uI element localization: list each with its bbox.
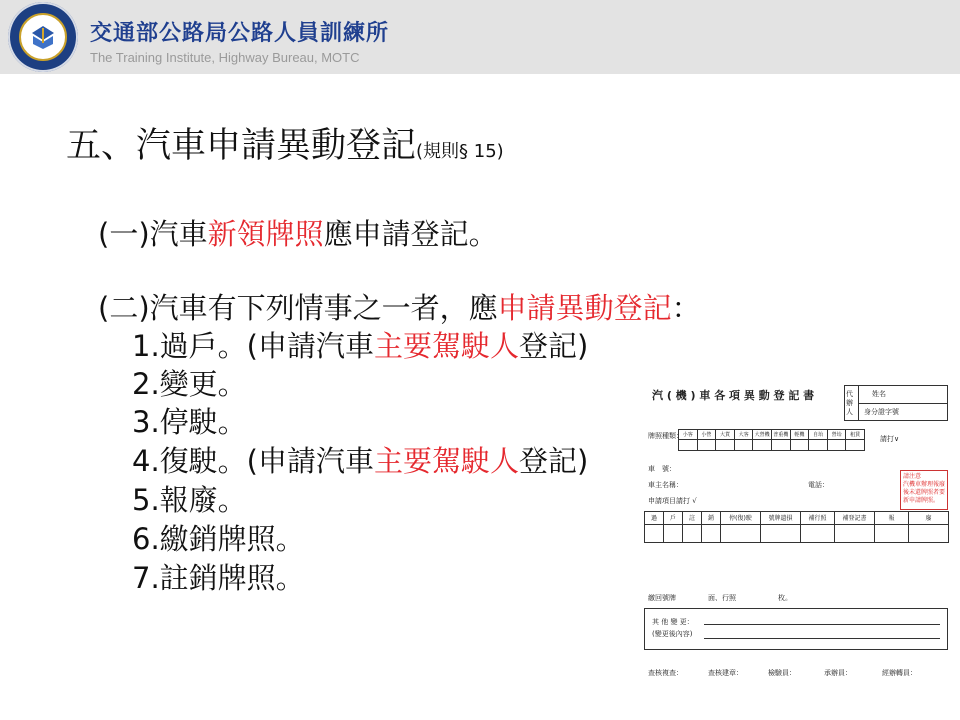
plate-type-check-cell [678,439,698,451]
plate-type-label: 牌照種類： [648,432,683,440]
divider [704,638,940,639]
apply-item-header: 過 [644,511,664,525]
apply-items-label: 申請項目請打 √ [648,497,697,505]
sub-item [132,400,247,441]
apply-item-header: 報 [874,511,909,525]
sub-item-text: 登記) [519,444,589,478]
notice-box [900,470,948,510]
org-name-en: The Training Institute, Highway Bureau, MOTC [90,50,360,65]
apply-item-check-cell [834,524,875,543]
book-emblem-icon [30,23,56,51]
plate-type-check-cell [771,439,791,451]
item-text: (一)汽車 [98,217,208,251]
sub-item-text: 7.註銷牌照。 [132,561,305,595]
apply-item-check-cell [874,524,909,543]
plate-type-cell: 租賃 [845,429,865,440]
plate-type-check-cell [808,439,828,451]
institute-logo [8,2,78,72]
title-reference: (規則§ 15) [416,141,504,162]
title-main: 五、汽車申請異動登記 [66,126,417,166]
plate-type-check-cell [715,439,735,451]
apply-item-check-cell [682,524,702,543]
sub-item [132,439,588,480]
apply-items-table [644,511,948,545]
sub-item-text: 2.變更。 [132,367,247,401]
sub-item-highlight: 主要駕駛人 [373,329,519,363]
item-text: ： [671,291,701,325]
apply-item-header: 補登記書 [834,511,875,525]
item-text: (二)汽車有下列情事之一者，應 [98,291,498,325]
sub-item-text: 登記) [519,329,589,363]
item-highlight: 申請異動登記 [497,291,672,325]
list-item [98,286,701,327]
owner-name-label: 車主名稱： [648,481,683,489]
sub-item-text: 6.繳銷牌照。 [132,522,305,556]
name-label: 姓名 [872,390,886,398]
registration-form-image [642,380,948,685]
plate-type-cell: 普重機 [771,429,791,440]
plate-type-check-cell [790,439,810,451]
after-change-label: (變更後內容) [652,630,693,638]
apply-item-header: 戶 [663,511,683,525]
sheets-label: 枚。 [778,594,792,602]
signature-label: 查核複查： [648,669,683,677]
divider [858,403,948,404]
plate-type-cell: 小營 [697,429,717,440]
apply-item-check-cell [760,524,801,543]
plate-type-check-cell [734,439,754,451]
org-name-zh: 交通部公路局公路人員訓練所 [90,21,390,46]
sub-item-text: 4.復駛。(申請汽車 [132,444,374,478]
plate-type-cell: 大貨 [715,429,735,440]
sub-item [132,517,305,558]
id-label: 身分證字號 [864,408,899,416]
plate-type-table [678,429,864,451]
header-bar [0,0,960,74]
phone-label: 電話： [808,481,829,489]
sub-item-text: 1.過戶。(申請汽車 [132,329,374,363]
apply-item-check-cell [720,524,761,543]
plate-number-label: 車 號： [648,465,676,473]
apply-item-check-cell [800,524,835,543]
returned-plates-label: 繳回號牌 [648,594,676,602]
plate-type-cell: 自坮 [808,429,828,440]
plate-type-check-cell [697,439,717,451]
plate-type-check-cell [827,439,847,451]
item-highlight: 新領牌照 [207,217,324,251]
list-item [98,212,498,253]
other-change-label: 其 他 變 更： [652,618,694,626]
sub-item-text: 5.報廢。 [132,483,247,517]
apply-item-header: 註 [682,511,702,525]
apply-item-header: 號牌遺損 [760,511,801,525]
tick-note: 請打∨ [880,435,900,443]
apply-item-check-cell [701,524,721,543]
plate-type-cell: 大客 [734,429,754,440]
apply-item-check-cell [908,524,949,543]
apply-item-header: 補行照 [800,511,835,525]
plate-type-cell: 營坮 [827,429,847,440]
plate-type-check-cell [752,439,772,451]
plate-type-cell: 大營機 [752,429,772,440]
plate-type-check-cell [845,439,865,451]
sub-item [132,478,247,519]
sub-item [132,362,247,403]
apply-item-check-cell [644,524,664,543]
plate-type-cell: 輕機 [790,429,810,440]
sub-item-highlight: 主要駕駛人 [373,444,519,478]
divider [704,624,940,625]
sub-item [132,324,588,365]
apply-item-header: 廢 [908,511,949,525]
applicant-label: 代辦人 [846,390,853,416]
item-text: 應申請登記。 [323,217,498,251]
signature-label: 承辦員： [824,669,852,677]
apply-item-check-cell [663,524,683,543]
sub-item-text: 3.停駛。 [132,405,247,439]
signature-label: 經辦轉員： [882,669,917,677]
notice-text: 請注意 汽機車辦理報廢 後未還牌照者要 新申請牌照。 [903,473,946,504]
signature-label: 查核建章： [708,669,743,677]
slide-title [66,118,504,168]
form-title: 汽 ( 機 ) 車 各 項 異 動 登 記 書 [652,389,815,402]
plate-type-cell: 小客 [678,429,698,440]
plate-count-label: 面、行照 [708,594,736,602]
signature-label: 檢驗員： [768,669,796,677]
apply-item-header: 銷 [701,511,721,525]
apply-item-header: 停(復)駛 [720,511,761,525]
sub-item [132,556,305,597]
